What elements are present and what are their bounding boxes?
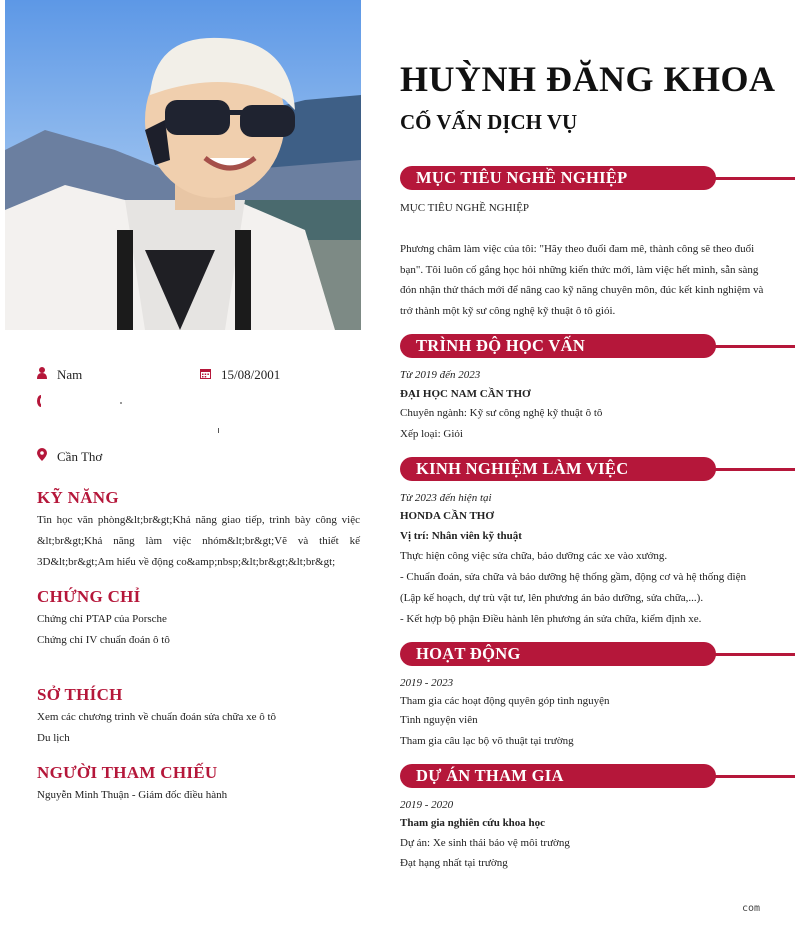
experience-line: - Chuẩn đoán, sửa chữa và bảo dưỡng hệ thống gầm, động cơ và hệ thống điện (Lập kế hoạch, dự trù vật tư, lên phương án bảo dưỡng, sửa chữa,...). [400, 571, 746, 604]
project-name: Tham gia nghiên cứu khoa học [400, 817, 546, 829]
hobby-item: Xem các chương trình về chuẩn đoán sửa chữa xe ô tô [37, 711, 277, 723]
objective-text: Phương châm làm việc của tôi: "Hãy theo đuổi đam mê, thành công sẽ theo đuổi bạn". Tôi luôn cố gắng học hỏi những kiến thức mới, làm việc hết mình, sẵn sàng đón nhận thử thách mới để nâng cao kỹ năng chuyên môn, đúc kết kinh nghiệm và trở thành một kỹ sư công nghệ kỹ thuật ô tô giỏi. [400, 243, 764, 317]
section-title: HOẠT ĐỘNG [400, 642, 716, 666]
section-header-activities [400, 642, 795, 666]
activity-line: Tham gia các hoạt động quyên góp tình nguyện [400, 695, 610, 707]
section-title: TRÌNH ĐỘ HỌC VẤN [400, 334, 716, 358]
calendar-icon [200, 367, 211, 383]
section-divider [700, 177, 795, 180]
redacted-mark [120, 402, 122, 404]
experience-line: - Kết hợp bộ phận Điều hành lên phương án sửa chữa, kiểm định xe. [400, 613, 702, 625]
location-value: Cần Thơ [57, 448, 103, 464]
certificate-item: Chứng chỉ IV chuẩn đoán ô tô [37, 634, 170, 646]
activity-line: Tham gia câu lạc bộ võ thuật tại trường [400, 735, 574, 747]
location-pin-icon [37, 448, 47, 465]
hobby-item: Du lịch [37, 732, 70, 744]
skills-text: Tin học văn phòng&lt;br&gt;Khả năng giao tiếp, trình bày công việc &lt;br&gt;Khả năng làm việc nhóm&lt;br&gt;Vẽ và thiết kế 3D&lt;br&gt;Am hiểu về động co&amp;nbsp;&lt;br&gt;&lt;br&gt; [37, 514, 360, 568]
education-school: ĐẠI HỌC NAM CẦN THƠ [400, 388, 531, 400]
birthdate-value: 15/08/2001 [221, 367, 281, 382]
activities-period: 2019 - 2023 [400, 677, 454, 689]
section-header-objective [400, 166, 795, 190]
education-grade: Xếp loại: Giỏi [400, 428, 463, 440]
gender-info [37, 367, 82, 383]
skills-title: KỸ NĂNG [37, 488, 119, 507]
section-divider [700, 345, 795, 348]
project-line: Đạt hạng nhất tại trường [400, 857, 508, 869]
section-title: DỰ ÁN THAM GIA [400, 764, 716, 788]
certificate-item: Chứng chỉ PTAP của Porsche [37, 613, 167, 625]
profile-photo [5, 0, 361, 330]
reference-item: Nguyễn Minh Thuận - Giám đốc điều hành [37, 789, 228, 801]
section-header-experience [400, 457, 795, 481]
section-header-education [400, 334, 795, 358]
references-title: NGƯỜI THAM CHIẾU [37, 763, 218, 782]
candidate-role: CỐ VẤN DỊCH VỤ [400, 110, 578, 134]
activity-line: Tình nguyện viên [400, 714, 478, 726]
phone-icon [37, 394, 45, 406]
birthdate-info [200, 367, 280, 383]
person-icon [37, 367, 47, 383]
experience-company: HONDA CẦN THƠ [400, 510, 494, 522]
section-divider [700, 653, 795, 656]
section-divider [700, 468, 795, 471]
section-title: MỤC TIÊU NGHỀ NGHIỆP [400, 166, 716, 190]
footer-text: com [742, 903, 761, 914]
gender-value: Nam [57, 367, 83, 382]
section-title: KINH NGHIỆM LÀM VIỆC [400, 457, 716, 481]
experience-period: Từ 2023 đến hiện tại [400, 492, 492, 504]
project-period: 2019 - 2020 [400, 799, 454, 811]
certificates-title: CHỨNG CHỈ [37, 587, 141, 606]
experience-position: Vị trí: Nhân viên kỹ thuật [400, 530, 522, 542]
section-header-projects [400, 764, 795, 788]
education-major: Chuyên ngành: Kỹ sư công nghệ kỹ thuật ô tô [400, 407, 603, 419]
location-info [37, 448, 102, 465]
section-divider [700, 775, 795, 778]
redacted-mark [218, 428, 219, 433]
objective-subtitle: MỤC TIÊU NGHỀ NGHIỆP [400, 202, 530, 214]
project-line: Dự án: Xe sinh thái bảo vệ môi trường [400, 837, 570, 849]
hobbies-title: SỞ THÍCH [37, 685, 123, 704]
candidate-name: HUỲNH ĐĂNG KHOA [400, 59, 776, 99]
education-period: Từ 2019 đến 2023 [400, 369, 481, 381]
experience-line: Thực hiện công việc sửa chữa, bảo dưỡng các xe vào xưởng. [400, 550, 668, 562]
